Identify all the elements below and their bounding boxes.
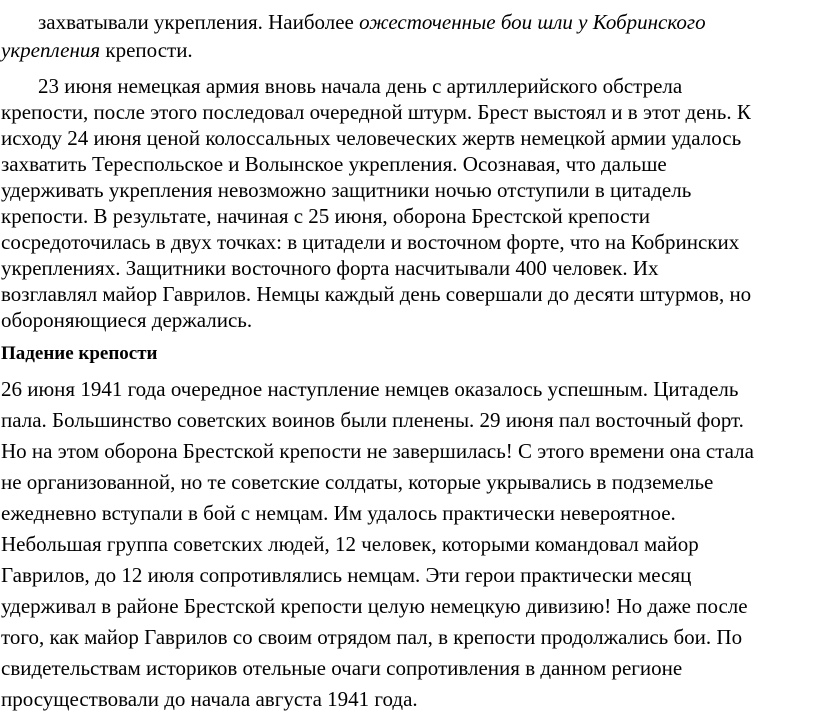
paragraph3-line: пала. Большинство советских воинов были пленены. 29 июня пал восточный форт. bbox=[1, 408, 744, 432]
paragraph2-line: крепости. В результате, начиная с 25 июня, оборона Брестской крепости bbox=[1, 204, 651, 228]
paragraph3-line: не организованной, но те советские солдаты, которые укрывались в подземелье bbox=[1, 470, 714, 494]
paragraph2-line: обороняющиеся держались. bbox=[1, 308, 253, 332]
paragraph1-line1 bbox=[38, 9, 706, 35]
paragraph2-line: удерживать укрепления невозможно защитники ночью отступили в цитадель bbox=[1, 178, 692, 202]
paragraph2-line: захватить Тереспольское и Волынское укрепления. Осознавая, что дальше bbox=[1, 152, 667, 176]
paragraph1-line1-text: захватывали укрепления. Наиболее bbox=[38, 10, 360, 34]
paragraph3-line: ежедневно вступали в бой с немцам. Им удалось практически невероятное. bbox=[1, 501, 676, 525]
paragraph3-line: Но на этом оборона Брестской крепости не завершилась! С этого времени она стала bbox=[1, 439, 754, 463]
paragraph1-line2-text: крепости. bbox=[100, 38, 193, 62]
paragraph1-line2 bbox=[1, 37, 193, 63]
paragraph2-line: укреплениях. Защитники восточного форта насчитывали 400 человек. Их bbox=[1, 256, 659, 280]
paragraph3-line: свидетельствам историков отельные очаги сопротивления в данном регионе bbox=[1, 656, 683, 680]
paragraph1-line1-italic: ожесточенные бои шли у Кобринского bbox=[359, 10, 706, 34]
paragraph2-line: возглавлял майор Гаврилов. Немцы каждый день совершали до десяти штурмов, но bbox=[1, 282, 752, 306]
paragraph3-line: 26 июня 1941 года очередное наступление немцев оказалось успешным. Цитадель bbox=[1, 377, 739, 401]
paragraph3-line: Небольшая группа советских людей, 12 человек, которыми командовал майор bbox=[1, 532, 699, 556]
paragraph2-line: сосредоточилась в двух точках: в цитадели и восточном форте, что на Кобринских bbox=[1, 230, 740, 254]
section-heading: Падение крепости bbox=[1, 343, 158, 364]
paragraph3-line: того, как майор Гаврилов со своим отрядом пал, в крепости продолжались бои. По bbox=[1, 625, 743, 649]
paragraph3-line: Гаврилов, до 12 июля сопротивлялись немцам. Эти герои практически месяц bbox=[1, 563, 692, 587]
paragraph3-line: удерживал в районе Брестской крепости целую немецкую дивизию! Но даже после bbox=[1, 594, 748, 618]
paragraph2-line: крепости, после этого последовал очередной штурм. Брест выстоял и в этот день. К bbox=[1, 100, 751, 124]
paragraph3-line: просуществовали до начала августа 1941 года. bbox=[1, 687, 418, 711]
paragraph1-line2-italic: укрепления bbox=[1, 38, 101, 62]
paragraph2-line: исходу 24 июня ценой колоссальных человеческих жертв немецкой армии удалось bbox=[1, 126, 742, 150]
paragraph2-line: 23 июня немецкая армия вновь начала день с артиллерийского обстрела bbox=[38, 74, 683, 98]
